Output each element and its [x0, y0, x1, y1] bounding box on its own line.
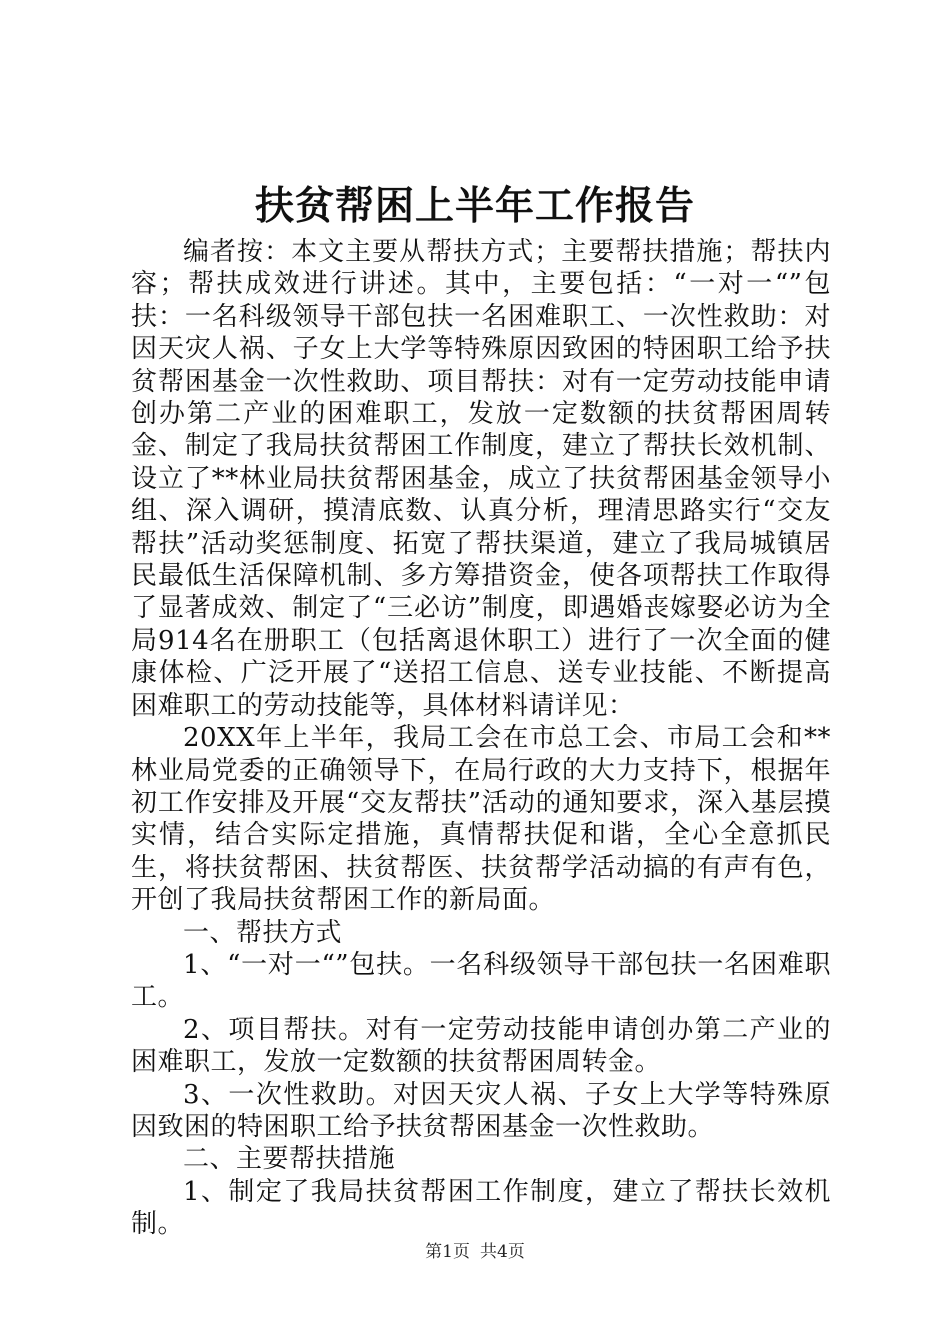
list-item-work-system: 1、制定了我局扶贫帮困工作制度，建立了帮扶长效机制。 [131, 1176, 831, 1240]
list-item-one-to-one: 1、“一对一“”包扶。一名科级领导干部包扶一名困难职工。 [131, 949, 831, 1013]
page-total: 共4页 [480, 1242, 525, 1262]
document-title: 扶贫帮困上半年工作报告 [254, 183, 695, 229]
list-item-project-assistance: 2、项目帮扶。对有一定劳动技能申请创办第二产业的困难职工，发放一定数额的扶贫帮困周转金。 [131, 1014, 831, 1078]
paragraph-intro: 20XX年上半年，我局工会在市总工会、市局工会和**林业局党委的正确领导下，在局行政的大力支持下，根据年初工作安排及开展“交友帮扶”活动的通知要求，深入基层摸实情，结合实际定措施，真情帮扶促和谐，全心全意抓民生，将扶贫帮困、扶贫帮医、扶贫帮学活动搞的有声有色，开创了我局扶贫帮困工作的新局面。 [131, 723, 831, 916]
paragraph-editor-note: 编者按：本文主要从帮扶方式；主要帮扶措施；帮扶内容；帮扶成效进行讲述。其中，主要包括：“一对一“”包扶：一名科级领导干部包扶一名困难职工、一次性救助：对因天灾人祸、子女上大学等特殊原因致困的特困职工给予扶贫帮困基金一次性救助、项目帮扶：对有一定劳动技能申请创办第二产业的困难职工，发放一定数额的扶贫帮困周转金、制定了我局扶贫帮困工作制度，建立了帮扶长效机制、设立了**林业局扶贫帮困基金，成立了扶贫帮困基金领导小组、深入调研，摸清底数、认真分析，理清思路实行“交友帮扶”活动奖惩制度、拓宽了帮扶渠道，建立了我局城镇居民最低生活保障机制、多方筹措资金，使各项帮扶工作取得了显著成效、制定了“三必访”制度，即遇婚丧嫁娶必访为全局914名在册职工（包括离退休职工）进行了一次全面的健康体检、广泛开展了“送招工信息、送专业技能、不断提高困难职工的劳动技能等，具体材料请详见： [131, 237, 831, 721]
page-footer [0, 1240, 950, 1264]
page-number: 第1页 [425, 1242, 470, 1262]
section-heading-main-measures: 二、主要帮扶措施 [183, 1144, 396, 1175]
section-heading-assistance-methods: 一、帮扶方式 [183, 917, 343, 948]
document-body [131, 236, 831, 1241]
list-item-one-time-relief: 3、一次性救助。对因天灾人祸、子女上大学等特殊原因致困的特困职工给予扶贫帮困基金一次性救助。 [131, 1079, 831, 1142]
